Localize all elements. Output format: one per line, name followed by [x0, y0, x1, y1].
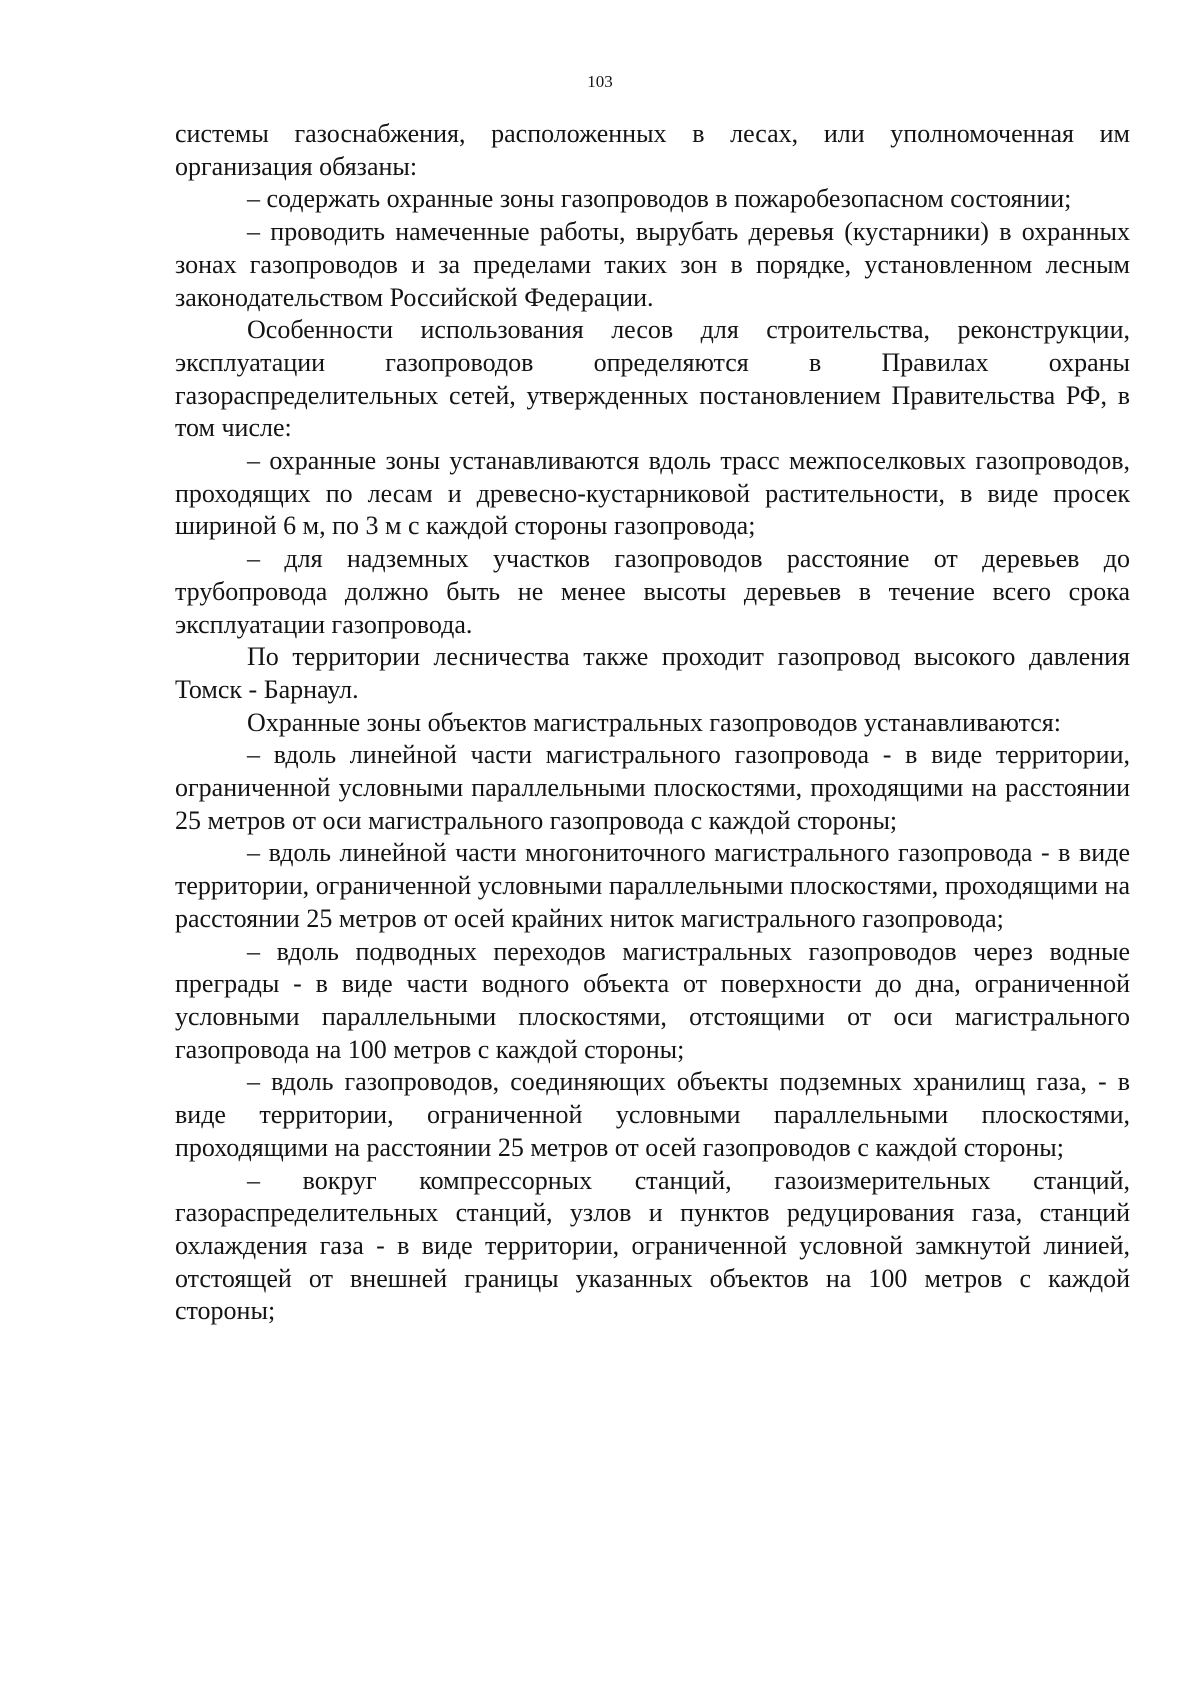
list-item-linear-part: – вдоль линейной части магистрального газопровода - в виде территории, ограниченной условными параллельными плоскостями, проходящими на расстоянии 25 метров от оси магистрального газопровода с каждой стороны; — [175, 740, 1130, 835]
list-item-fire-safety: – содержать охранные зоны газопроводов в пожаробезопасном состоянии; — [247, 184, 1072, 214]
list-item-tree-cutting: – проводить намеченные работы, вырубать деревья (кустарники) в охранных зонах газопроводов и за пределами таких зон в порядке, установленном лесным законодательством Российской Федерации. — [175, 217, 1130, 312]
list-item-above-ground: – для надземных участков газопроводов расстояние от деревьев до трубопровода должно быть не менее высоты деревьев в течение всего срока эксплуатации газопровода. — [175, 544, 1130, 639]
page-number: 103 — [587, 72, 613, 91]
list-item-multi-line: – вдоль линейной части многониточного магистрального газопровода - в виде территории, ограниченной условными параллельными плоскостями, проходящими на расстоянии 25 метров от осей крайних ниток магистрального газопровода; — [175, 838, 1130, 933]
list-item-underwater: – вдоль подводных переходов магистральных газопроводов через водные преграды - в виде части водного объекта от поверхности до дна, ограниченной условными параллельными плоскостями, отстоящими от оси магистрального газопровода на 100 метров с каждой стороны; — [175, 936, 1130, 1064]
paragraph-tomsk-barnaul: По территории лесничества также проходит газопровод высокого давления Томск - Барнаул. — [175, 642, 1130, 704]
paragraph-forest-use: Особенности использования лесов для строительства, реконструкции, эксплуатации газопроводов определяются в Правилах охраны газораспределительных сетей, утвержденных постановлением Правительства РФ, в том числе: — [175, 315, 1130, 443]
list-item-storage: – вдоль газопроводов, соединяющих объекты подземных хранилищ газа, - в виде территории, ограниченной условными параллельными плоскостями, проходящими на расстоянии 25 метров от осей газопроводов с каждой стороны; — [175, 1067, 1130, 1162]
list-item-stations: – вокруг компрессорных станций, газоизмерительных станций, газораспределительных станций, узлов и пунктов редуцирования газа, станций охлаждения газа - в виде территории, ограниченной условной замкнутой линией, отстоящей от внешней границы указанных объектов на 100 метров с каждой стороны; — [175, 1165, 1130, 1326]
body-text — [175, 118, 1130, 1328]
paragraph-continuation: системы газоснабжения, расположенных в лесах, или уполномоченная им организация обязаны: — [175, 119, 1130, 181]
list-item-clearings: – охранные зоны устанавливаются вдоль трасс межпоселковых газопроводов, проходящих по лесам и древесно-кустарниковой растительности, в виде просек шириной 6 м, по 3 м с каждой стороны газопровода; — [175, 446, 1130, 541]
paragraph-protection-zones: Охранные зоны объектов магистральных газопроводов устанавливаются: — [247, 707, 1061, 737]
